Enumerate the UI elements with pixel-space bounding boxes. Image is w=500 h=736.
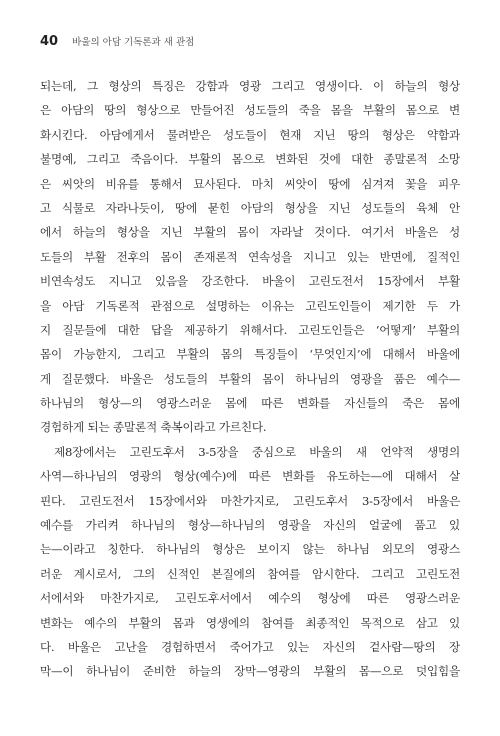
text-line: 고 식물로 자라나듯이, 땅에 묻힌 아담의 형상을 지닌 성도들의 육체 안 [40,200,460,215]
text-line: 되는데, 그 형상의 특징은 강함과 영광 그리고 영생이다. 이 하늘의 형상 [40,79,460,93]
text-line: 사역—하나님의 영광의 형상(예수)에 따른 변화를 유도하는—에 대해서 살 [40,469,460,484]
text-line: 막—이 하나님이 준비한 하늘의 장막—영광의 부활의 몸—으로 덧입힘을 [40,664,460,679]
text-line: 에서 하늘의 형상을 지닌 부활의 몸이 자라날 것이다. 여기서 바울은 성 [40,225,460,240]
paragraph [40,74,460,440]
text-line: 예수를 가리켜 하나님의 형상—하나님의 영광을 자신의 얼굴에 품고 있 [40,518,460,533]
text-line: 제8장에서는 고린도후서 3-5장을 중심으로 바울의 새 언약적 생명의 [54,444,460,459]
text-line: 비연속성도 지니고 있음을 강조한다. 바울이 고린도전서 15장에서 부활 [40,274,460,289]
text-line: 몸이 가능한지, 그리고 부활의 몸의 특징들이 ‘무엇인지’에 대해서 바울에 [40,347,460,362]
text-line: 은 씨앗의 비유를 통해서 묘사된다. 마치 씨앗이 땅에 심겨져 꽃을 피우 [40,176,460,191]
text-line: 게 질문했다. 바울은 성도들의 부활의 몸이 하나님의 영광을 품은 예수— [40,371,460,386]
text-line: 다. 바울은 고난을 경험하면서 죽어가고 있는 자신의 겉사람—땅의 장 [40,639,460,654]
text-line: 서에서와 마찬가지로, 고린도후서에서 예수의 형상에 따른 영광스러운 [40,591,460,606]
text-line: 지 질문들에 대한 답을 제공하기 위해서다. 고린도인들은 ‘어떻게’ 부활의 [40,322,460,337]
page-number: 40 [40,34,59,49]
book-title: 바울의 아담 기독론과 새 관점 [72,37,195,48]
running-header [40,34,194,54]
text-line: 경험하게 되는 종말론적 축복이라고 가르친다. [40,420,267,435]
text-line: 핀다. 고린도전서 15장에서와 마찬가지로, 고린도후서 3-5장에서 바울은 [40,493,460,508]
body-text [40,74,460,684]
text-line: 변화는 예수의 부활의 몸과 영생에의 참여를 최종적인 목적으로 삼고 있 [40,615,460,630]
text-line: 을 아담 기독론적 관점으로 설명하는 이유는 고린도인들이 제기한 두 가 [40,298,460,313]
text-line: 러운 계시로서, 그의 신적인 본질에의 참여를 암시한다. 그리고 고린도전 [40,566,460,581]
text-line: 불명예, 그리고 죽음이다. 부활의 몸으로 변화된 것에 대한 종말론적 소망 [40,152,460,167]
paragraph [40,440,460,684]
text-line: 도들의 부활 전후의 몸이 존재론적 연속성을 지니고 있는 반면에, 질적인 [40,249,460,264]
text-line: 하나님의 형상—의 영광스러운 몸에 따른 변화를 자신들의 죽은 몸에 [40,396,460,411]
text-line: 화시킨다. 아담에게서 물려받은 성도들이 현재 지닌 땅의 형상은 약함과 [40,127,460,142]
text-line: 는—이라고 칭한다. 하나님의 형상은 보이지 않는 하나님 외모의 영광스 [40,542,460,557]
text-line: 은 아담의 땅의 형상으로 만들어진 성도들의 죽을 몸을 부활의 몸으로 변 [40,103,460,118]
